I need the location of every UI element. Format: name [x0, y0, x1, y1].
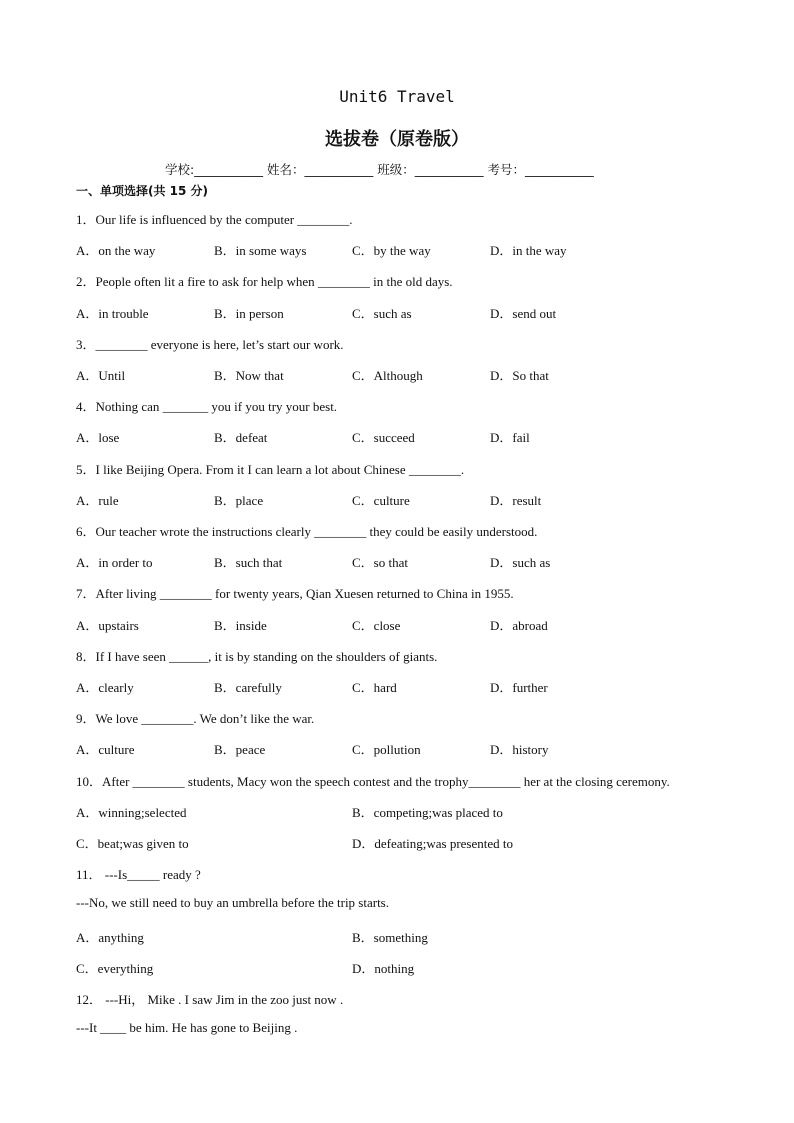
option-a[interactable]: A．winning;selected — [76, 805, 187, 820]
option-d[interactable]: D．such as — [490, 555, 551, 570]
question-dialogue-line: ---No, we still need to buy an umbrella before the trip starts. — [76, 895, 389, 910]
question-stem: 6．Our teacher wrote the instructions clearly ________ they could be easily understood. — [76, 524, 538, 539]
option-c[interactable]: C．pollution — [352, 742, 421, 757]
option-c[interactable]: C．beat;was given to — [76, 836, 189, 851]
option-b[interactable]: B．place — [214, 493, 264, 508]
option-b[interactable]: B．in person — [214, 306, 284, 321]
option-d[interactable]: D．further — [490, 680, 548, 695]
name-label: 姓名： — [266, 162, 305, 177]
option-b[interactable]: B．inside — [214, 618, 267, 633]
option-b[interactable]: B．in some ways — [214, 243, 307, 258]
option-b[interactable]: B．something — [352, 930, 428, 945]
option-a[interactable]: A．upstairs — [76, 618, 139, 633]
option-a[interactable]: A．rule — [76, 493, 119, 508]
question-stem: 9．We love ________. We don’t like the war. — [76, 711, 315, 726]
option-c[interactable]: C．hard — [352, 680, 397, 695]
option-d[interactable]: D．So that — [490, 368, 549, 383]
question-stem: 2．People often lit a fire to ask for help when ________ in the old days. — [76, 274, 453, 289]
question-stem: 1．Our life is influenced by the computer ________. — [76, 212, 353, 227]
option-d[interactable]: D．abroad — [490, 618, 548, 633]
name-blank[interactable]: ___________ — [304, 162, 374, 177]
option-a[interactable]: A．Until — [76, 368, 126, 383]
question-stem: 7．After living ________ for twenty years, Qian Xuesen returned to China in 1955. — [76, 586, 514, 601]
school-blank[interactable]: ___________ — [194, 162, 263, 177]
option-b[interactable]: B．competing;was placed to — [352, 805, 503, 820]
question-stem: 8．If I have seen ______, it is by standing on the shoulders of giants. — [76, 649, 438, 664]
option-c[interactable]: C．so that — [352, 555, 408, 570]
class-label: 班级： — [377, 162, 415, 177]
page-subtitle: 选拔卷（原卷版） — [325, 129, 469, 150]
option-b[interactable]: B．defeat — [214, 430, 268, 445]
exam-number-blank[interactable]: ___________ — [524, 162, 594, 177]
option-c[interactable]: C．such as — [352, 306, 412, 321]
option-a[interactable]: A．in trouble — [76, 306, 149, 321]
option-b[interactable]: B．such that — [214, 555, 283, 570]
option-c[interactable]: C．close — [352, 618, 401, 633]
question-stem: 4．Nothing can _______ you if you try your best. — [76, 399, 338, 414]
page-title: Unit6 Travel — [339, 87, 455, 106]
option-a[interactable]: A．on the way — [76, 243, 156, 258]
option-b[interactable]: B．peace — [214, 742, 266, 757]
student-info-row — [165, 160, 594, 178]
question-stem: 10．After ________ students, Macy won the speech contest and the trophy________ her at the closing ceremony. — [76, 774, 670, 789]
option-a[interactable]: A．in order to — [76, 555, 153, 570]
option-c[interactable]: C．culture — [352, 493, 410, 508]
option-b[interactable]: B．Now that — [214, 368, 284, 383]
option-a[interactable]: A．culture — [76, 742, 135, 757]
question-stem: 11． ---Is_____ ready ? — [76, 867, 201, 882]
option-d[interactable]: D．in the way — [490, 243, 567, 258]
question-dialogue-line: ---It ____ be him. He has gone to Beijing . — [76, 1020, 298, 1035]
question-stem: 3．________ everyone is here, let’s start our work. — [76, 337, 344, 352]
option-c[interactable]: C．Although — [352, 368, 423, 383]
section-heading: 一、单项选择(共 15 分) — [76, 184, 209, 198]
option-c[interactable]: C．succeed — [352, 430, 415, 445]
option-d[interactable]: D．result — [490, 493, 542, 508]
option-c[interactable]: C．by the way — [352, 243, 431, 258]
exam-number-label: 考号： — [487, 162, 525, 177]
option-b[interactable]: B．carefully — [214, 680, 282, 695]
option-a[interactable]: A．lose — [76, 430, 120, 445]
option-a[interactable]: A．clearly — [76, 680, 134, 695]
option-d[interactable]: D．defeating;was presented to — [352, 836, 514, 851]
option-d[interactable]: D．fail — [490, 430, 530, 445]
class-blank[interactable]: ___________ — [414, 162, 484, 177]
school-label: 学校: — [165, 162, 195, 177]
option-d[interactable]: D．nothing — [352, 961, 415, 976]
question-stem: 12． ---Hi， Mike . I saw Jim in the zoo just now . — [76, 992, 344, 1007]
option-d[interactable]: D．history — [490, 742, 549, 757]
option-d[interactable]: D．send out — [490, 306, 557, 321]
option-c[interactable]: C．everything — [76, 961, 154, 976]
option-a[interactable]: A．anything — [76, 930, 144, 945]
question-stem: 5．I like Beijing Opera. From it I can learn a lot about Chinese ________. — [76, 462, 465, 477]
